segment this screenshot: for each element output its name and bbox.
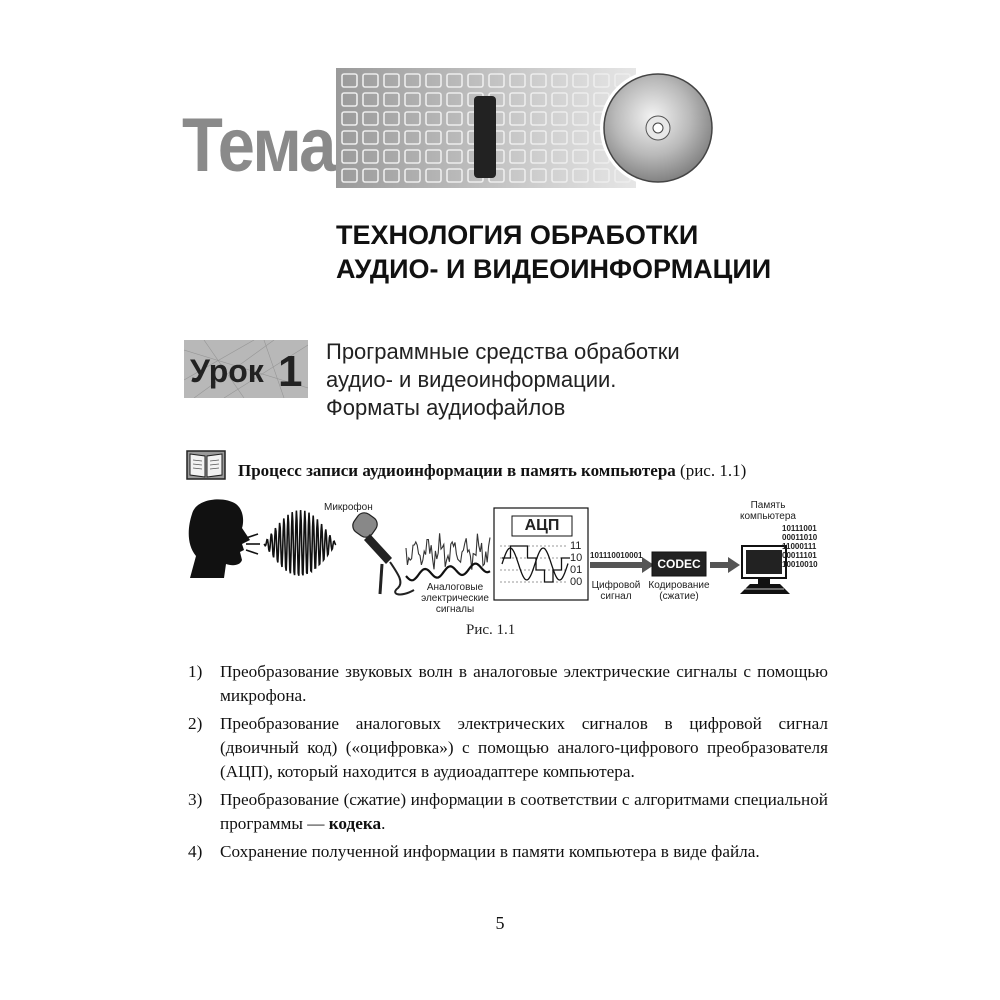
list-item xyxy=(188,840,828,864)
list-item xyxy=(188,660,828,708)
list-item xyxy=(188,788,828,836)
section-heading xyxy=(238,461,746,481)
bitstream-label: 101110010001 xyxy=(590,551,643,560)
quantization-levels xyxy=(570,540,582,588)
coding-label-line: (сжатие) xyxy=(659,591,699,602)
lesson-title-line: Форматы аудиофайлов xyxy=(326,395,566,420)
lesson-title-line: аудио- и видеоинформации. xyxy=(326,367,617,392)
analog-signals-label-line: электрические xyxy=(421,593,489,604)
section-heading-text: Процесс записи аудиоинформации в память компьютера xyxy=(238,461,676,480)
topic-title xyxy=(336,218,771,286)
list-item xyxy=(188,712,828,784)
list-item-number: 2) xyxy=(188,714,203,733)
level-label: 01 xyxy=(570,564,583,576)
coding-label-line: Кодирование xyxy=(648,580,710,591)
lesson-badge xyxy=(184,340,308,398)
topic-title-line: ТЕХНОЛОГИЯ ОБРАБОТКИ xyxy=(336,220,699,250)
topic-title-line: АУДИО- И ВИДЕОИНФОРМАЦИИ xyxy=(336,254,772,284)
adc-label: АЦП xyxy=(524,517,560,534)
analog-signals-label-line: Аналоговые xyxy=(426,582,484,593)
lesson-badge-word: Урок xyxy=(190,353,264,389)
level-label: 10 xyxy=(570,552,583,564)
level-label: 00 xyxy=(570,576,583,588)
list-item-text: Сохранение полученной информации в памяти компьютера в виде файла. xyxy=(220,842,760,861)
digital-signal-label-line: Цифровой xyxy=(591,580,641,591)
digital-signal-label xyxy=(590,580,642,602)
arrow-icon xyxy=(710,557,740,573)
digital-signal-label-line: сигнал xyxy=(600,591,632,602)
list-item-number: 4) xyxy=(188,842,203,861)
memory-bits-row: 10010010 xyxy=(782,560,818,569)
list-item-text: Преобразование (сжатие) информации в соответствии с алгоритмами специальной программы — xyxy=(220,790,828,833)
memory-bits-row: 10111001 xyxy=(782,524,817,533)
codec-label: CODEC xyxy=(657,557,701,571)
analog-signal-graphic xyxy=(406,564,490,581)
analog-signals-label-line: сигналы xyxy=(435,604,475,615)
lesson-title-line: Программные средства обработки xyxy=(326,339,680,364)
list-item-number: 1) xyxy=(188,662,203,681)
memory-bits-row: 00011010 xyxy=(782,533,818,542)
steps-list xyxy=(188,660,828,868)
lesson-badge-number: 1 xyxy=(278,347,303,396)
book-icon xyxy=(186,448,226,482)
list-item-text-end: . xyxy=(381,814,386,833)
head-silhouette-icon xyxy=(189,499,250,578)
lesson-title xyxy=(326,338,680,422)
analog-signals-label xyxy=(420,582,490,615)
level-label: 11 xyxy=(570,540,582,552)
memory-label-line: Память xyxy=(750,500,786,511)
memory-label xyxy=(734,500,802,522)
list-item-text: Преобразование аналоговых электрических сигналов в цифровой сигнал (двоичный код) («оцифровка») с помощью аналого-цифрового преобразователя (АЦП), который находится в аудиоадаптере компьютера. xyxy=(220,714,828,781)
figure-caption: Рис. 1.1 xyxy=(466,622,516,638)
list-item-term: кодека xyxy=(328,814,382,833)
memory-bits-row: 11000111 xyxy=(782,542,817,551)
figure-reference: (рис. 1.1) xyxy=(680,461,747,480)
memory-bits xyxy=(782,524,818,569)
page-number: 5 xyxy=(495,913,505,933)
audio-recording-diagram xyxy=(184,494,824,624)
list-item-text: Преобразование звуковых волн в аналоговые электрические сигналы с помощью микрофона. xyxy=(220,662,828,705)
topic-banner-image xyxy=(336,68,714,188)
topic-word: Тема xyxy=(182,103,335,188)
memory-label-line: компьютера xyxy=(740,511,796,522)
sound-lines-icon xyxy=(246,534,260,554)
sound-wave-graphic xyxy=(264,510,336,576)
microphone-icon xyxy=(350,510,414,595)
coding-label xyxy=(644,580,714,602)
microphone-label: Микрофон xyxy=(324,502,373,513)
memory-bits-row: 00011101 xyxy=(782,551,817,560)
list-item-number: 3) xyxy=(188,790,203,809)
